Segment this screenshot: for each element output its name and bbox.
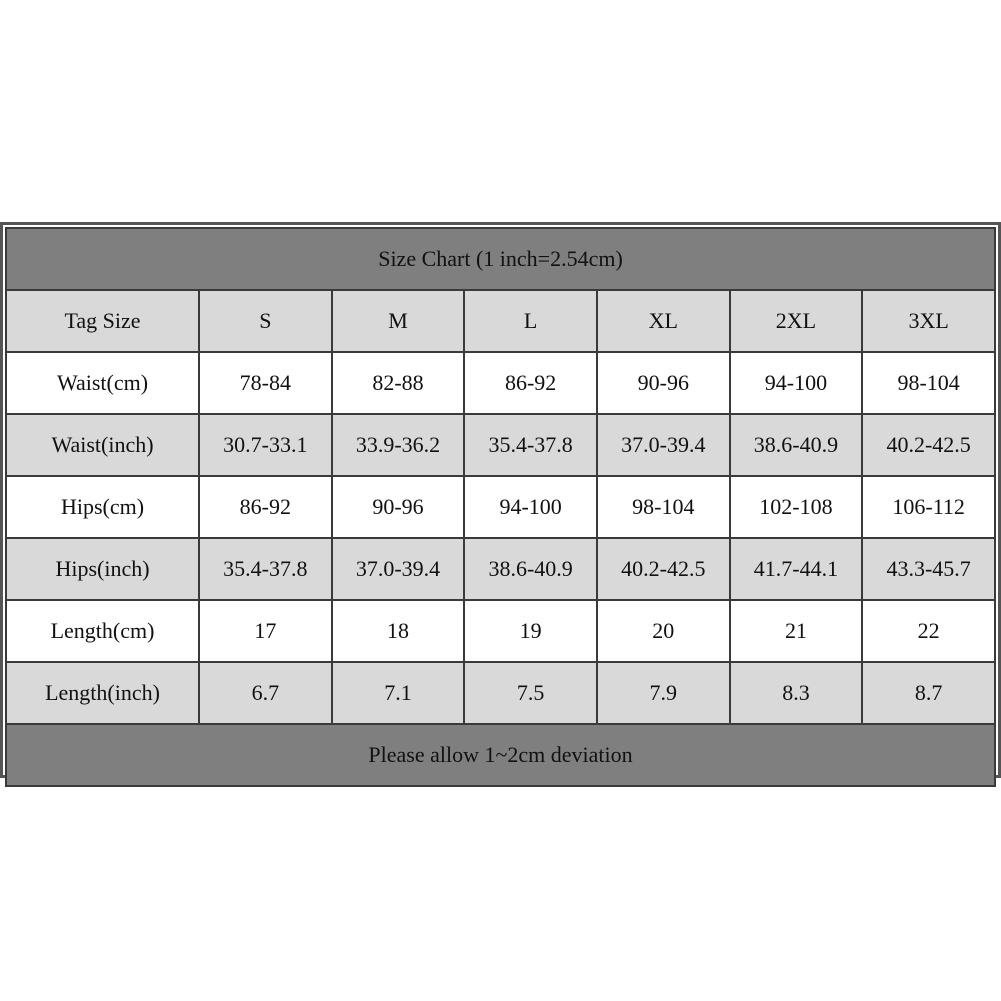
row-label: Length(cm) bbox=[6, 600, 199, 662]
table-cell: 86-92 bbox=[464, 352, 597, 414]
header-size: S bbox=[199, 290, 332, 352]
table-cell: 78-84 bbox=[199, 352, 332, 414]
row-label: Length(inch) bbox=[6, 662, 199, 724]
header-size: 3XL bbox=[862, 290, 995, 352]
row-label: Hips(inch) bbox=[6, 538, 199, 600]
row-label: Hips(cm) bbox=[6, 476, 199, 538]
header-label: Tag Size bbox=[6, 290, 199, 352]
table-cell: 8.3 bbox=[730, 662, 863, 724]
table-row bbox=[6, 414, 995, 476]
table-cell: 33.9-36.2 bbox=[332, 414, 465, 476]
table-cell: 43.3-45.7 bbox=[862, 538, 995, 600]
table-cell: 94-100 bbox=[730, 352, 863, 414]
table-cell: 37.0-39.4 bbox=[597, 414, 730, 476]
header-size: XL bbox=[597, 290, 730, 352]
table-cell: 21 bbox=[730, 600, 863, 662]
table-cell: 38.6-40.9 bbox=[730, 414, 863, 476]
header-size: M bbox=[332, 290, 465, 352]
table-row bbox=[6, 538, 995, 600]
table-cell: 18 bbox=[332, 600, 465, 662]
table-cell: 94-100 bbox=[464, 476, 597, 538]
table-cell: 82-88 bbox=[332, 352, 465, 414]
size-chart-table bbox=[5, 227, 996, 787]
chart-title: Size Chart (1 inch=2.54cm) bbox=[6, 228, 995, 290]
footer-row bbox=[6, 724, 995, 786]
table-cell: 40.2-42.5 bbox=[862, 414, 995, 476]
table-cell: 102-108 bbox=[730, 476, 863, 538]
table-cell: 30.7-33.1 bbox=[199, 414, 332, 476]
row-label: Waist(inch) bbox=[6, 414, 199, 476]
table-cell: 90-96 bbox=[332, 476, 465, 538]
title-row bbox=[6, 228, 995, 290]
table-row bbox=[6, 476, 995, 538]
table-cell: 106-112 bbox=[862, 476, 995, 538]
table-cell: 40.2-42.5 bbox=[597, 538, 730, 600]
table-cell: 8.7 bbox=[862, 662, 995, 724]
table-cell: 86-92 bbox=[199, 476, 332, 538]
table-cell: 41.7-44.1 bbox=[730, 538, 863, 600]
table-cell: 6.7 bbox=[199, 662, 332, 724]
table-cell: 7.5 bbox=[464, 662, 597, 724]
table-cell: 37.0-39.4 bbox=[332, 538, 465, 600]
table-cell: 17 bbox=[199, 600, 332, 662]
header-size: 2XL bbox=[730, 290, 863, 352]
table-cell: 35.4-37.8 bbox=[199, 538, 332, 600]
table-cell: 38.6-40.9 bbox=[464, 538, 597, 600]
table-row bbox=[6, 600, 995, 662]
row-label: Waist(cm) bbox=[6, 352, 199, 414]
table-cell: 35.4-37.8 bbox=[464, 414, 597, 476]
table-cell: 90-96 bbox=[597, 352, 730, 414]
table-cell: 98-104 bbox=[862, 352, 995, 414]
header-size: L bbox=[464, 290, 597, 352]
deviation-note: Please allow 1~2cm deviation bbox=[6, 724, 995, 786]
table-cell: 22 bbox=[862, 600, 995, 662]
table-cell: 7.1 bbox=[332, 662, 465, 724]
table-row bbox=[6, 662, 995, 724]
table-cell: 98-104 bbox=[597, 476, 730, 538]
table-cell: 7.9 bbox=[597, 662, 730, 724]
table-cell: 19 bbox=[464, 600, 597, 662]
table-row bbox=[6, 352, 995, 414]
table-cell: 20 bbox=[597, 600, 730, 662]
size-chart bbox=[0, 222, 1001, 778]
header-row bbox=[6, 290, 995, 352]
